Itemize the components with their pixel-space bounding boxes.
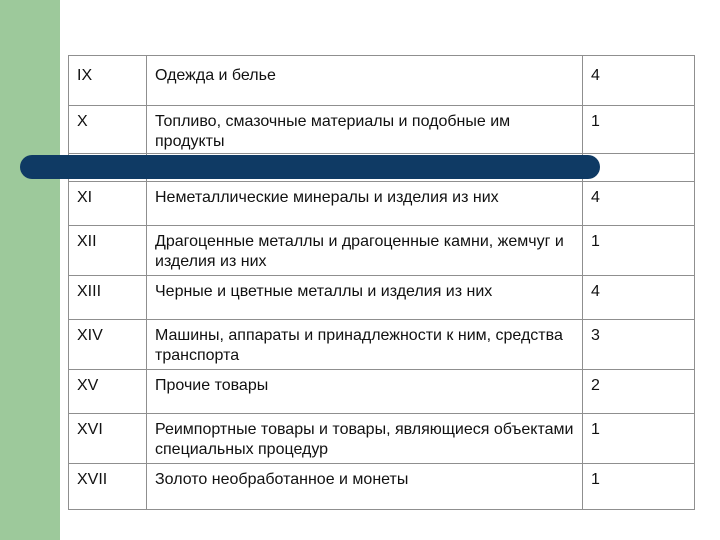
section-number: XV [69, 370, 147, 414]
section-name: Топливо, смазочные материалы и подобные им продукты [147, 106, 583, 154]
section-value: 1 [583, 464, 695, 510]
section-number: XIII [69, 276, 147, 320]
section-value: 3 [583, 320, 695, 370]
section-value: 4 [583, 182, 695, 226]
table-row [69, 464, 695, 510]
table-row [69, 106, 695, 154]
table-row [69, 414, 695, 464]
section-number: XI [69, 182, 147, 226]
table-row [69, 320, 695, 370]
section-number: XIV [69, 320, 147, 370]
section-name: Машины, аппараты и принадлежности к ним, средства транспорта [147, 320, 583, 370]
section-number: XVII [69, 464, 147, 510]
section-value: 4 [583, 56, 695, 106]
table-row [69, 370, 695, 414]
section-name: Золото необработанное и монеты [147, 464, 583, 510]
section-number: XII [69, 226, 147, 276]
decorative-blue-bar [20, 155, 600, 179]
section-name: Черные и цветные металлы и изделия из них [147, 276, 583, 320]
section-name: Реимпортные товары и товары, являющиеся объектами специальных процедур [147, 414, 583, 464]
section-value: 1 [583, 414, 695, 464]
section-value: 1 [583, 106, 695, 154]
table-row [69, 56, 695, 106]
section-number: XVI [69, 414, 147, 464]
table-row [69, 276, 695, 320]
section-name: Прочие товары [147, 370, 583, 414]
section-number: X [69, 106, 147, 154]
section-number: IX [69, 56, 147, 106]
section-name: Неметаллические минералы и изделия из них [147, 182, 583, 226]
section-value: 2 [583, 370, 695, 414]
table-row [69, 182, 695, 226]
section-name: Одежда и белье [147, 56, 583, 106]
section-name: Драгоценные металлы и драгоценные камни, жемчуг и изделия из них [147, 226, 583, 276]
table-row [69, 226, 695, 276]
section-value: 1 [583, 226, 695, 276]
section-value: 4 [583, 276, 695, 320]
goods-table [68, 55, 695, 510]
